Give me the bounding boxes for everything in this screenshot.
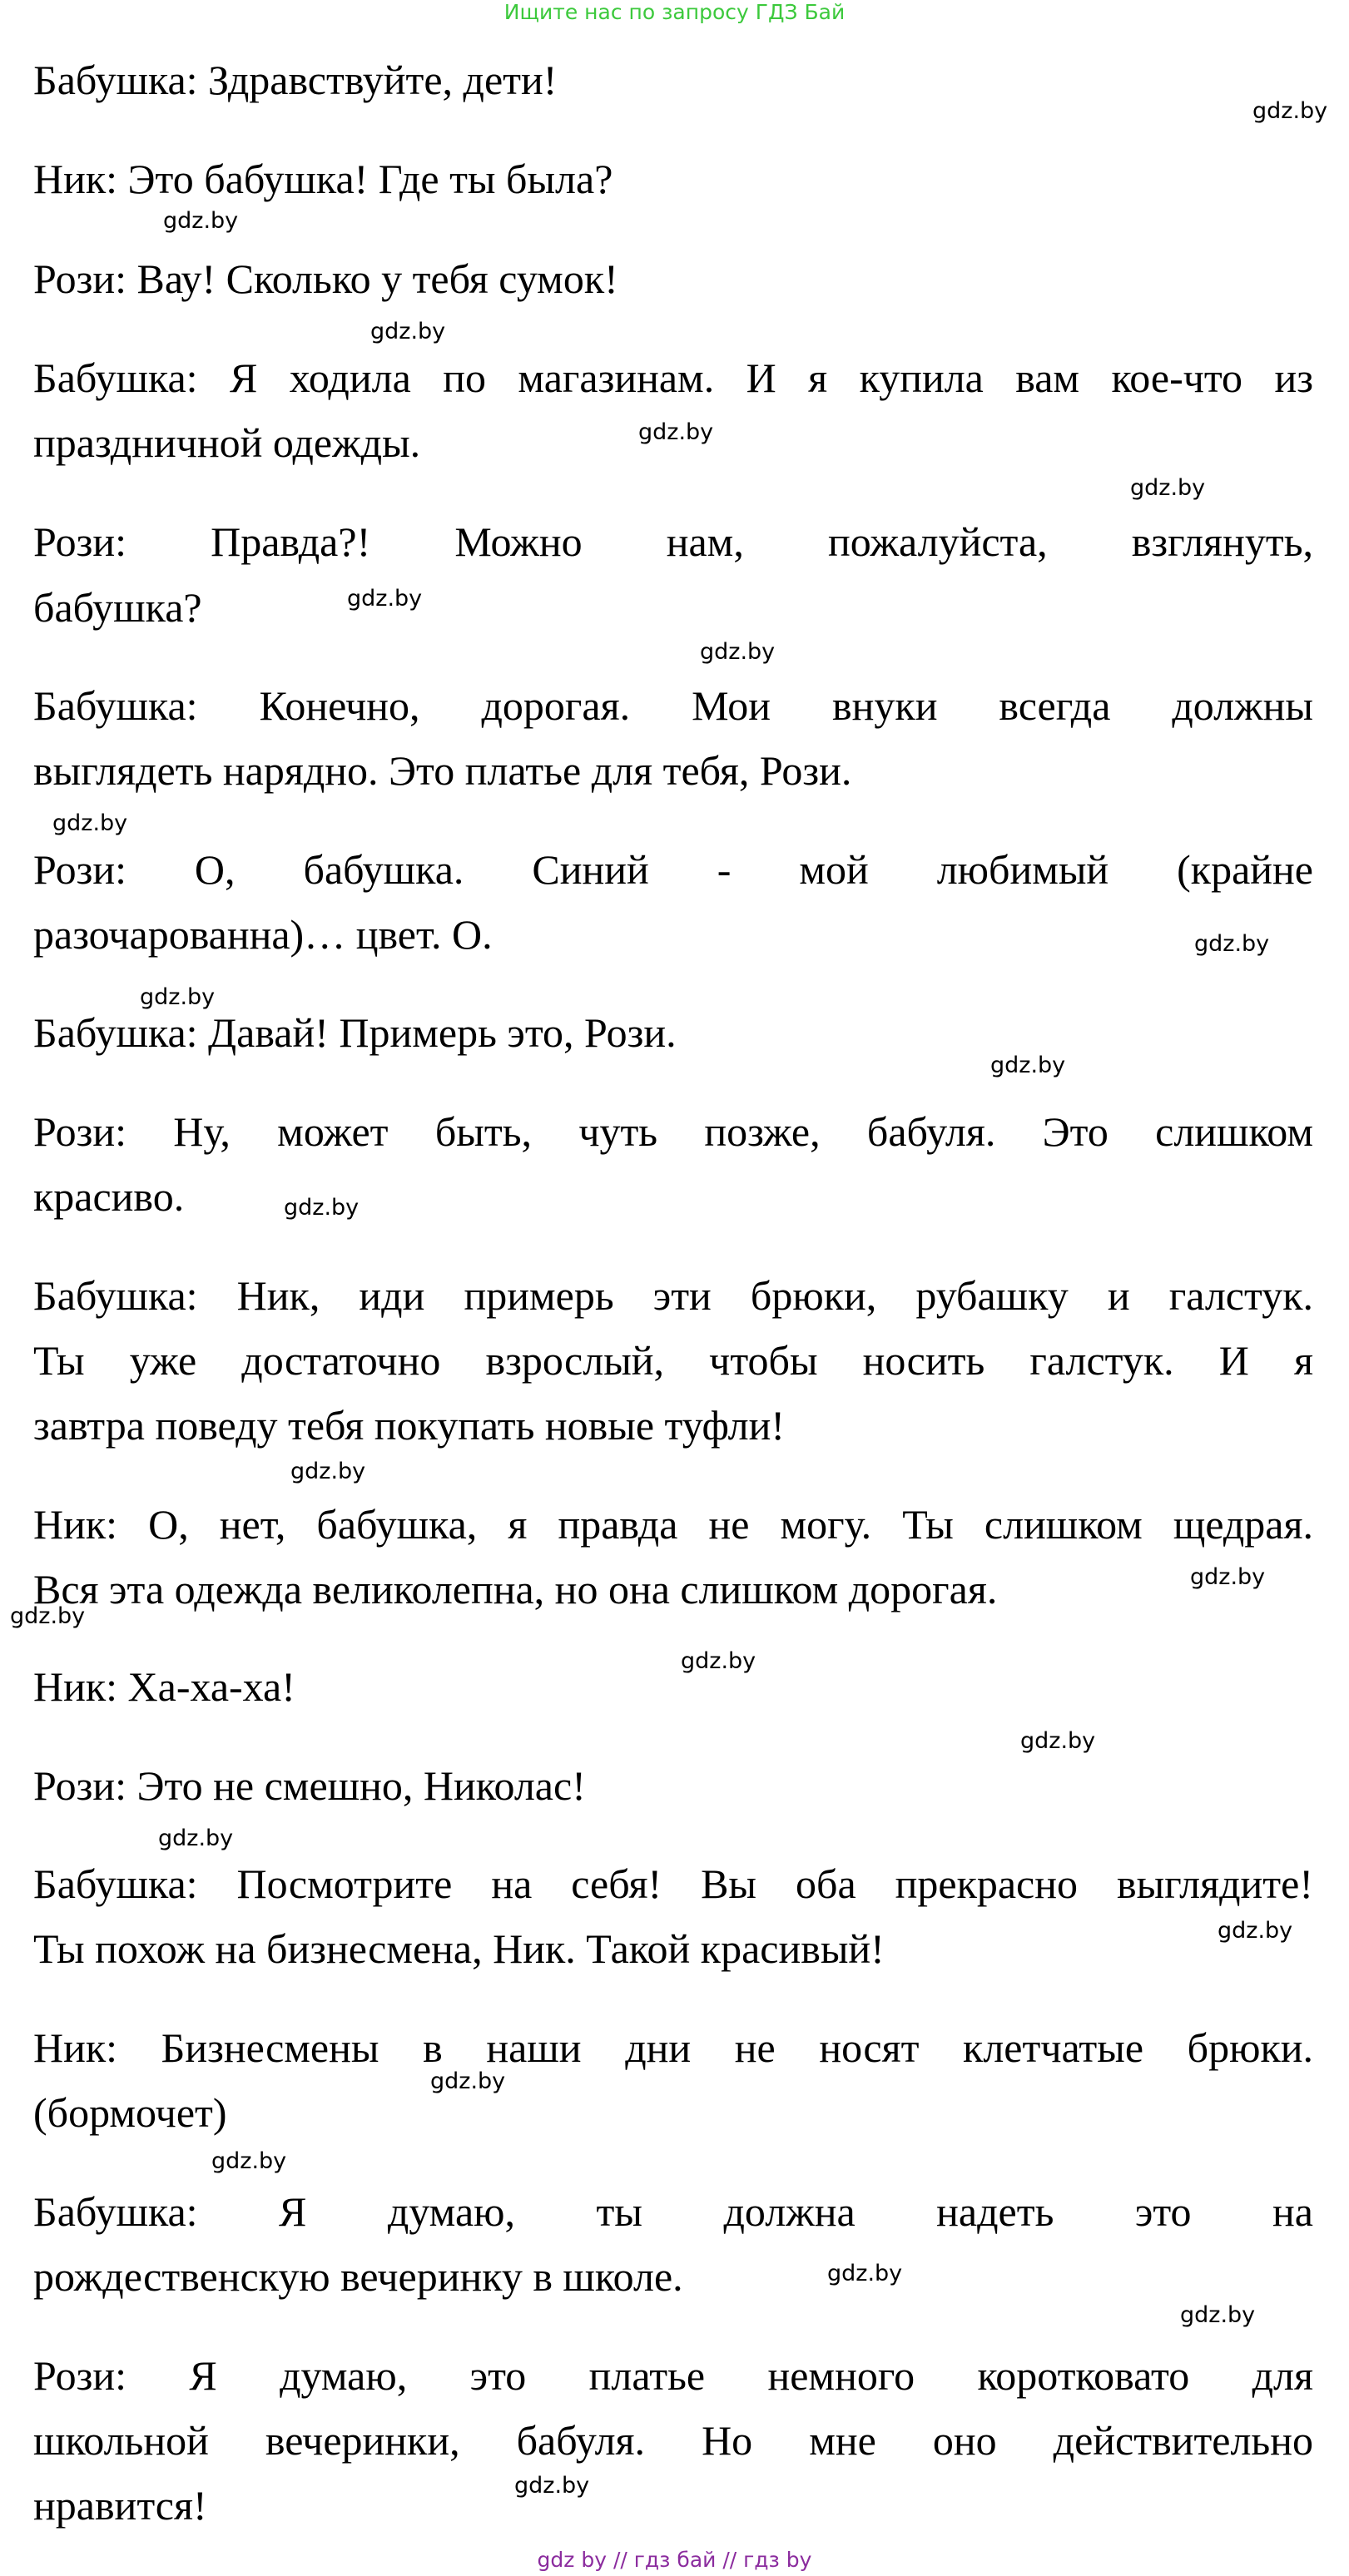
dialogue-line: Ник: О, нет, бабушка, я правда не могу. Ты слишком щедрая. xyxy=(33,1501,1313,1548)
dialogue-line: Ник: Бизнесмены в наши дни не носят клетчатые брюки. xyxy=(33,2024,1313,2071)
watermark: gdz.by xyxy=(827,2261,903,2286)
dialogue-line: завтра поведу тебя покупать новые туфли! xyxy=(33,1402,786,1449)
watermark: gdz.by xyxy=(140,984,216,1010)
dialogue-line: бабушка? xyxy=(33,584,202,631)
header-banner[interactable]: Ищите нас по запросу ГДЗ Бай xyxy=(503,0,846,24)
dialogue-line: Бабушка: Здравствуйте, дети! xyxy=(33,57,558,103)
dialogue-line: Ты уже достаточно взрослый, чтобы носить галстук. И я xyxy=(33,1337,1313,1384)
watermark: gdz.by xyxy=(370,319,446,344)
watermark: gdz.by xyxy=(284,1195,360,1221)
dialogue-line: Рози: Ну, может быть, чуть позже, бабуля. Это слишком xyxy=(33,1108,1313,1155)
dialogue-line: праздничной одежды. xyxy=(33,419,421,466)
dialogue-line: Бабушка: Конечно, дорогая. Мои внуки всегда должны xyxy=(33,682,1313,729)
dialogue-line: Бабушка: Посмотрите на себя! Вы оба прекрасно выглядите! xyxy=(33,1860,1313,1907)
dialogue-line: Бабушка: Ник, иди примерь эти брюки, рубашку и галстук. xyxy=(33,1272,1313,1319)
dialogue-line: Бабушка: Я ходила по магазинам. И я купила вам кое-что из xyxy=(33,354,1313,401)
watermark: gdz.by xyxy=(1020,1728,1096,1754)
watermark: gdz.by xyxy=(430,2068,506,2094)
watermark: gdz.by xyxy=(1130,475,1206,501)
watermark: gdz.by xyxy=(290,1459,366,1484)
dialogue-line: школьной вечеринки, бабуля. Но мне оно действительно xyxy=(33,2417,1313,2464)
watermark: gdz.by xyxy=(10,1603,86,1629)
dialogue-line: Рози: Правда?! Можно нам, пожалуйста, взглянуть, xyxy=(33,518,1313,565)
dialogue-line: нравится! xyxy=(33,2482,207,2529)
dialogue-line: Ник: Это бабушка! Где ты была? xyxy=(33,156,613,202)
watermark: gdz.by xyxy=(52,810,128,836)
watermark: gdz.by xyxy=(1194,931,1270,957)
dialogue-line: Вся эта одежда великолепна, но она слишком дорогая. xyxy=(33,1566,998,1612)
watermark: gdz.by xyxy=(347,586,423,612)
dialogue-line: Рози: Вау! Сколько у тебя сумок! xyxy=(33,255,618,302)
watermark: gdz.by xyxy=(638,419,714,445)
dialogue-line: Рози: О, бабушка. Синий - мой любимый (крайне xyxy=(33,846,1313,893)
watermark: gdz.by xyxy=(514,2473,590,2499)
watermark: gdz.by xyxy=(211,2148,287,2174)
watermark: gdz.by xyxy=(1180,2302,1256,2328)
dialogue-line: рождественскую вечеринку в школе. xyxy=(33,2253,683,2300)
dialogue-line: Бабушка: Давай! Примерь это, Рози. xyxy=(33,1009,677,1056)
watermark: gdz.by xyxy=(163,208,239,234)
watermark: gdz.by xyxy=(700,639,776,665)
dialogue-line: красиво. xyxy=(33,1173,185,1220)
watermark: gdz.by xyxy=(681,1648,756,1674)
watermark: gdz.by xyxy=(1218,1918,1293,1944)
dialogue-line: Рози: Я думаю, это платье немного коротковато для xyxy=(33,2352,1313,2399)
dialogue-line: Бабушка: Я думаю, ты должна надеть это на xyxy=(33,2188,1313,2235)
dialogue-line: (бормочет) xyxy=(33,2089,227,2136)
dialogue-line: Ник: Ха-ха-ха! xyxy=(33,1663,295,1710)
dialogue-line: Рози: Это не смешно, Николас! xyxy=(33,1762,586,1809)
watermark: gdz.by xyxy=(158,1825,234,1851)
dialogue-line: разочарованна)… цвет. О. xyxy=(33,911,493,958)
dialogue-line: Ты похож на бизнесмена, Ник. Такой красивый! xyxy=(33,1925,885,1972)
watermark: gdz.by xyxy=(1190,1564,1266,1590)
dialogue-line: выглядеть нарядно. Это платье для тебя, Рози. xyxy=(33,747,852,794)
watermark: gdz.by xyxy=(1252,98,1328,124)
footer-banner[interactable]: gdz by // гдз бай // гдз by xyxy=(537,2548,812,2572)
watermark: gdz.by xyxy=(990,1053,1066,1078)
